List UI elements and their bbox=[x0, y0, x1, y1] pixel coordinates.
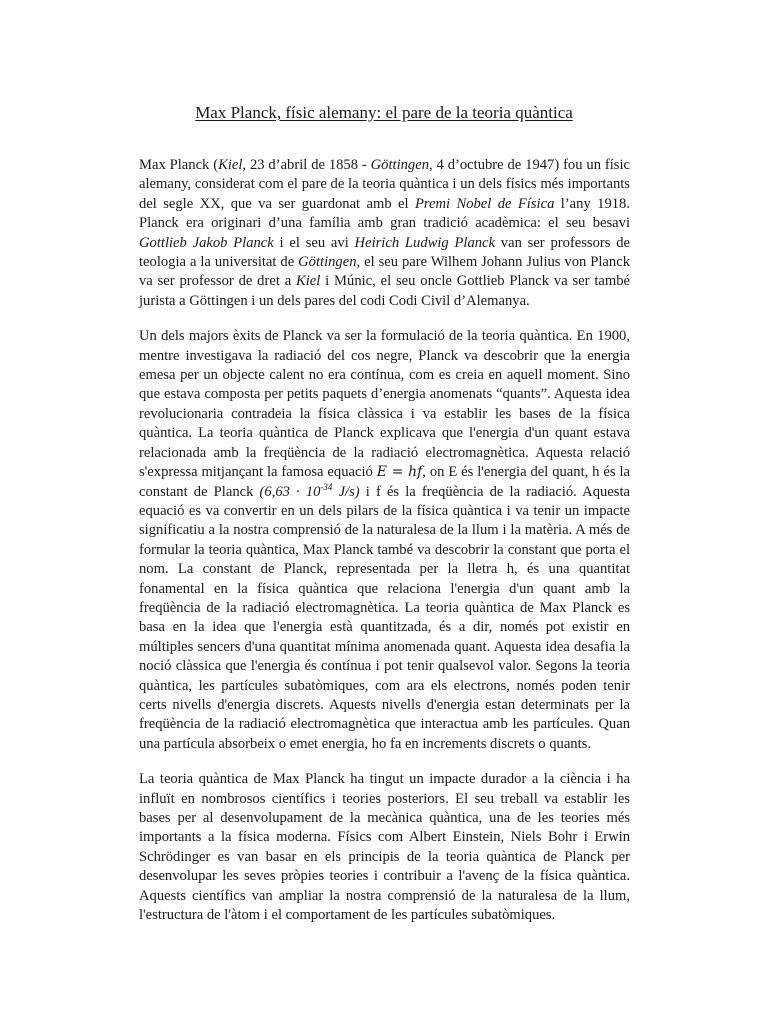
nobel-prize: Premi Nobel de Física bbox=[414, 195, 555, 212]
paragraph-biography: Max Planck (Kiel, 23 d’abril de 1858 - Göttingen, 4 d’octubre de 1947) fou un físic alemany, considerat com el pare de la teoria quàntica i un dels físics més importants del segle XX, que va ser guardonat amb el Premi Nobel de Física l’any 1918. Planck era originari d’una família amb gran tradició acadèmica: el seu besavi Gottlieb Jakob Planck i el seu avi Heirich Ludwig Planck van ser professors de teologia a la universitat de Göttingen, el seu pare Wilhem Johann Julius von Planck va ser professor de dret a Kiel i Múnic, el seu oncle Gottlieb Planck va ser també jurista a Göttingen i un dels pares del codi Codi Civil d’Alemanya. bbox=[139, 157, 631, 309]
document-body bbox=[139, 156, 630, 941]
place-gottingen-2: Göttingen bbox=[298, 254, 357, 271]
paragraph-quantum-theory: Un dels majors èxits de Planck va ser la formulació de la teoria quàntica. En 1900, mentre investigava la radiació del cos negre, Planck va descobrir que la energia emesa per un objecte calent no era contínua, com es creia en aquell moment. Sino que estava composta per petits paquets d’energia anomenats “quants”. Aquesta idea revolucionaria contradeia la física clàssica i va establir les bases de la física quàntica. La teoria quàntica de Planck explicava que l'energia d'un quant estava relacionada amb la freqüència de la radiació electromagnètica. Aquesta relació s'expressa mitjançant la famosa equació E = hf, on E és l'energia del quant, h és la constant de Planck ($6,63 \cdot 10^{-34}$ J/s) i f és la freqüència de la radiació. Aquesta equació es va convertir en un dels pilars de la física quàntica i va tenir un impacte significatiu a la nostra comprensió de la naturalesa de la llum i la matèria. A més de formular la teoria quàntica, Max Planck també va descobrir la constant que porta el nom. La constant de Planck, representada per la lletra h, és una quantitat fonamental en la física quàntica que relaciona l'energia d'un quant amb la freqüència de la radiació electromagnètica. La teoria quàntica de Max Planck es basa en la idea que l'energia està quantitzada, és a dir, només pot existir en múltiples sencers d'una quantitat mínima anomenada quant. Aquesta idea desafia la noció clàssica que l'energia és contínua i pot tenir qualsevol valor. Segons la teoria quàntica, les partícules subatòmiques, com ara els electrons, només poden tenir certs nivells d'energia discrets. Aquests nivells d'energia estan determinats per la freqüència de la radiació electromagnètica que interactua amb les partícules. Quan una partícula absorbeix o emet energia, ho fa en increments discrets o quants. bbox=[139, 328, 630, 752]
document-title: Max Planck, físic alemany: el pare de la teoria quàntica bbox=[195, 103, 573, 122]
name-gottlieb-jakob: Gottlieb Jakob Planck bbox=[139, 234, 274, 251]
place-gottingen: Göttingen bbox=[370, 157, 430, 173]
equation: E = hf bbox=[376, 464, 423, 481]
place-kiel-2: Kiel bbox=[296, 273, 321, 290]
place-kiel: Kiel bbox=[218, 157, 243, 173]
name-heirich: Heirich Ludwig Planck bbox=[354, 234, 496, 251]
planck-constant-value: ($6,63 \cdot 10^{-34}$ J/s) bbox=[259, 481, 360, 500]
paragraph-legacy: La teoria quàntica de Max Planck ha tingut un impacte durador a la ciència i ha influït en nombrosos científics i teories posteriors. El seu treball va establir les bases per al desenvolupament de la mecànica quàntica, una de les teories més importants a la física moderna. Físics com Albert Einstein, Niels Bohr i Erwin Schrödinger es van basar en els principis de la teoria quàntica de Planck per desenvolupar les seves pròpies teories i contribuir a l'avenç de la física quàntica. Aquests científics van ampliar la nostra comprensió de la naturalesa de la llum, l'estructura de l'àtom i el comportament de les partícules subatòmiques. bbox=[139, 771, 630, 924]
